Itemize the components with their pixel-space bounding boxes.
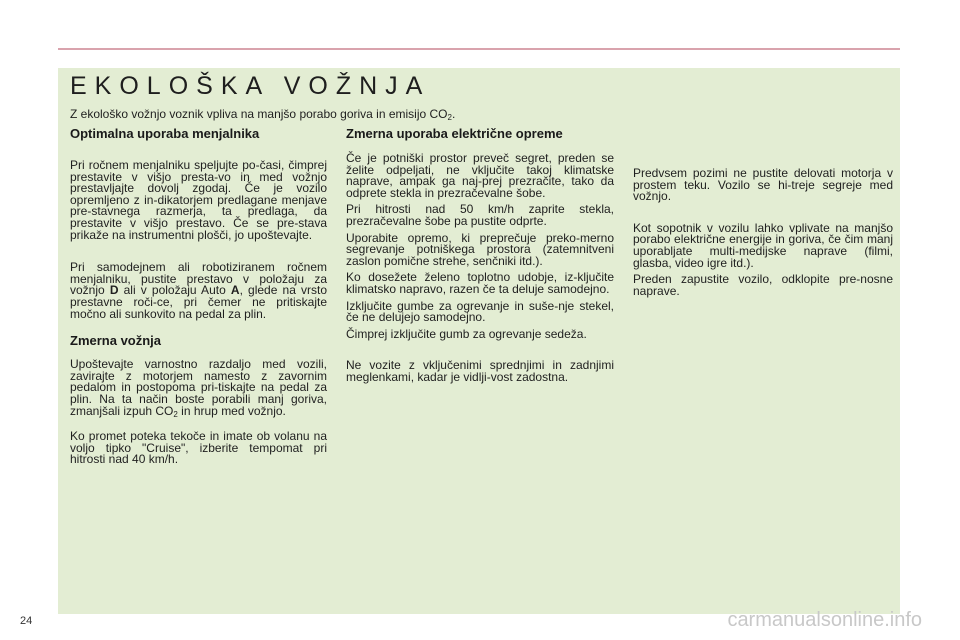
paragraph-seat-heating: Čimprej izključite gumb za ogrevanje sedeža.	[346, 326, 587, 341]
intro-paragraph	[70, 107, 890, 125]
column-tips	[633, 168, 893, 297]
heading-optimal-gearbox: Optimalna uporaba menjalnika	[70, 126, 260, 141]
paragraph-windows-speed: Pri hitrosti nad 50 km/h zaprite stekla, prezračevalne šobe pa pustite odprte.	[346, 202, 614, 228]
paragraph-idling: Predvsem pozimi ne pustite delovati motorja v prostem teku. Vozilo se hi-treje segreje med vožnjo.	[633, 166, 893, 204]
paragraph-passenger: Kot sopotnik v vozilu lahko vplivate na manjšo porabo električne energije in goriva, če čim manj uporabljate multi-medijske naprave (filmi, glasba, video igre itd.).	[633, 220, 893, 270]
paragraph-moderate-driving	[70, 359, 327, 417]
heading-moderate-driving: Zmerna vožnja	[70, 333, 162, 349]
column-electrical	[346, 126, 614, 384]
paragraph-automatic-gearbox	[70, 262, 327, 320]
intro-text: Z ekološko vožnjo voznik vpliva na manjšo porabo goriva in emisijo CO	[70, 107, 448, 121]
text-fragment: ali v položaju Auto	[118, 283, 231, 298]
text-fragment: Pri samodejnem ali robotiziranem ročnem menjalniku, pustite prestavo v položaju za vožnjo	[70, 260, 327, 298]
heading-electrical-equipment: Zmerna uporaba električne opreme	[346, 126, 563, 141]
header-rule	[58, 48, 900, 50]
page-number: 24	[20, 615, 33, 627]
co2-subscript: 2	[173, 409, 178, 419]
gear-a-label: A	[230, 283, 240, 298]
intro-subscript: 2	[447, 113, 452, 122]
text-fragment: , glede na vrsto prestavne roči-ce, pri čemer ne pritiskajte močno ali sunkovito na pedal za plin.	[70, 283, 327, 321]
text-fragment: Upoštevajte varnostno razdaljo med vozili, zavirajte z motorjem namesto z zavornim pedalom in postopoma pri-tiskajte na pedal za plin. Na ta način boste porabili manj goriva, zmanjšali izpuh CO	[70, 357, 327, 418]
intro-end: .	[451, 107, 456, 121]
paragraph-unplug-devices: Preden zapustite vozilo, odklopite pre-nosne naprave.	[633, 272, 893, 298]
paragraph-sunshade: Uporabite opremo, ki preprečuje preko-merno segrevanje potniškega prostora (zatemnitveni zaslon pomične strehe, senčniki itd.).	[346, 230, 614, 268]
watermark: carmanualsonline.info	[727, 609, 922, 631]
paragraph-climate-off: Ko dosežete želeno toplotno udobje, iz-ključite klimatsko napravo, razen če ta deluje samodejno.	[346, 270, 614, 296]
paragraph-ventilate: Če je potniški prostor preveč segret, preden se želite odpeljati, ne vključite takoj klimatske naprave, ampak ga naj-prej prezračite, tako da odprete stekla in prezračevalne šobe.	[346, 151, 614, 200]
column-gearbox	[70, 126, 327, 466]
paragraph-cruise-control: Ko promet poteka tekoče in imate ob volanu na voljo tipko "Cruise", izberite tempomat pri hitrosti nad 40 km/h.	[70, 429, 327, 467]
gear-d-label: D	[109, 283, 119, 298]
text-fragment: in hrup med vožnjo.	[177, 403, 286, 418]
page-title: EKOLOŠKA VOŽNJA	[70, 72, 431, 100]
paragraph-manual-gearbox: Pri ročnem menjalniku speljujte po-časi, čimprej prestavite v višjo presta-vo in med vožnjo prestavljajte dovolj zgodaj. Če je vozilo opremljeno z in-dikatorjem predlagane menjave pre-stavnega razmerja, ta predlaga, da prestavite v višjo prestavo. Če se pre-stava prikaže na instrumentni plošči, jo upoštevajte.	[70, 158, 327, 242]
paragraph-fog-lights: Ne vozite z vključenimi sprednjimi in zadnjimi meglenkami, kadar je vidlji-vost zadostna.	[346, 358, 614, 384]
paragraph-defrost: Izključite gumbe za ogrevanje in suše-nje stekel, če ne delujejo samodejno.	[346, 298, 614, 325]
